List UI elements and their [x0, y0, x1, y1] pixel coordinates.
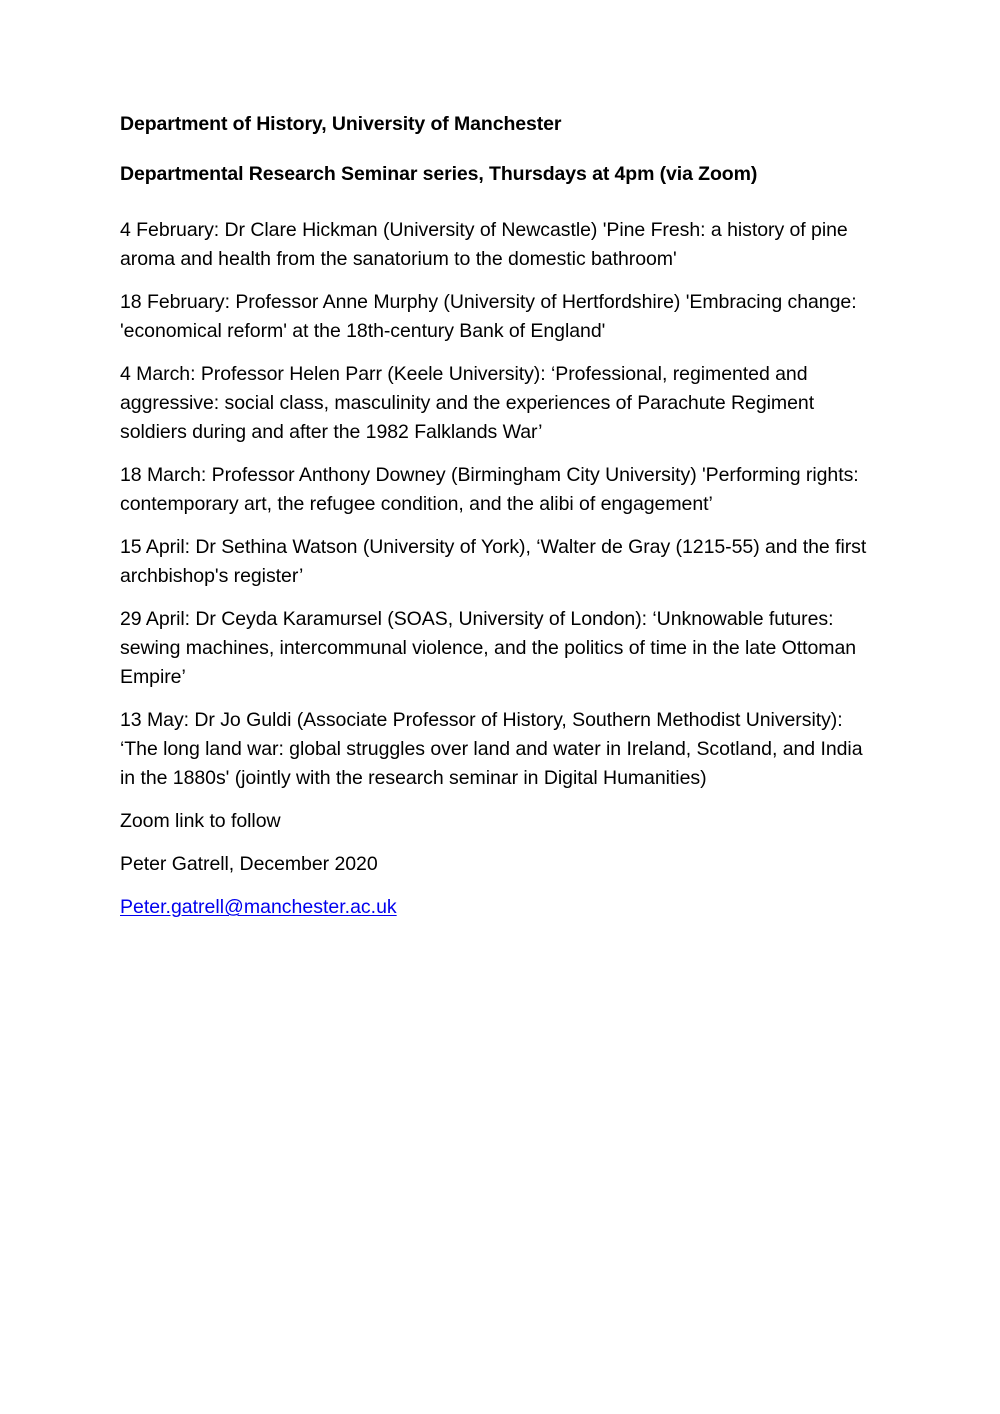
email-line: [120, 893, 882, 922]
document-heading-seminar-series: Departmental Research Seminar series, Thursdays at 4pm (via Zoom): [120, 163, 758, 185]
seminar-entry-4-march: 4 March: Professor Helen Parr (Keele University): ‘Professional, regimented and aggressive: social class, masculinity and the experiences of Parachute Regiment soldiers during and after the 1982 Falklands War’: [120, 363, 815, 443]
seminar-entry-29-april: 29 April: Dr Ceyda Karamursel (SOAS, University of London): ‘Unknowable futures: sewing machines, intercommunal violence, and the politics of time in the late Ottoman Empire’: [120, 608, 857, 688]
seminar-entry-15-april: 15 April: Dr Sethina Watson (University of York), ‘Walter de Gray (1215-55) and the first archbishop's register’: [120, 536, 867, 587]
author-signature: Peter Gatrell, December 2020: [120, 853, 378, 875]
document-heading-department: Department of History, University of Manchester: [120, 113, 562, 135]
seminar-entry-18-february: 18 February: Professor Anne Murphy (University of Hertfordshire) 'Embracing change: 'economical reform' at the 18th-century Bank of England': [120, 291, 857, 342]
zoom-link-note: Zoom link to follow: [120, 810, 281, 832]
seminar-entry-4-february: 4 February: Dr Clare Hickman (University of Newcastle) 'Pine Fresh: a history of pine aroma and health from the sanatorium to the domestic bathroom': [120, 219, 848, 270]
email-link[interactable]: Peter.gatrell@manchester.ac.uk: [120, 896, 397, 918]
seminar-entry-13-may: 13 May: Dr Jo Guldi (Associate Professor of History, Southern Methodist University): ‘The long land war: global struggles over land and water in Ireland, Scotland, and India in the 1880s' (jointly with the research seminar in Digital Humanities): [120, 709, 863, 789]
document-body: [120, 110, 882, 922]
seminar-entry-18-march: 18 March: Professor Anthony Downey (Birmingham City University) 'Performing rights: contemporary art, the refugee condition, and the alibi of engagement’: [120, 464, 859, 515]
